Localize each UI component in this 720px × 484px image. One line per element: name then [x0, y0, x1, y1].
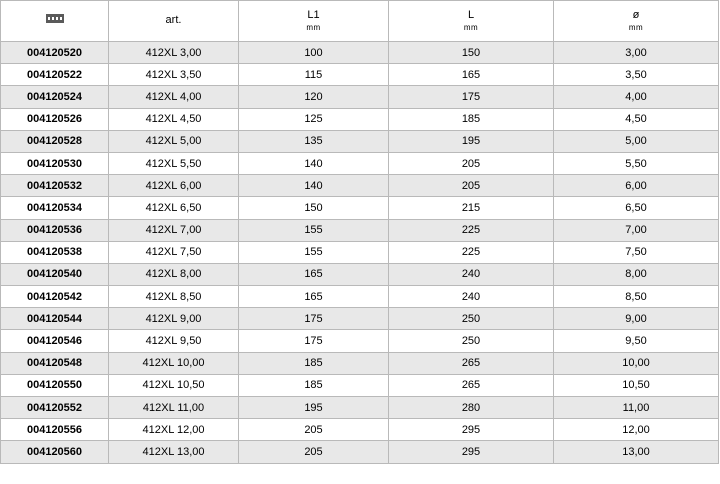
cell-l1: 155: [239, 241, 389, 263]
cell-l: 265: [389, 374, 554, 396]
cell-l1: 205: [239, 419, 389, 441]
cell-code: 004120552: [1, 397, 109, 419]
table-body: [1, 42, 719, 464]
belt-icon: [46, 13, 64, 24]
cell-l: 175: [389, 86, 554, 108]
cell-code: 004120540: [1, 263, 109, 285]
table-row: [1, 42, 719, 64]
cell-l1: 135: [239, 130, 389, 152]
cell-code: 004120536: [1, 219, 109, 241]
cell-l: 295: [389, 441, 554, 463]
cell-code: 004120556: [1, 419, 109, 441]
cell-code: 004120520: [1, 42, 109, 64]
cell-art: 412XL 10,50: [109, 374, 239, 396]
cell-art: 412XL 8,50: [109, 286, 239, 308]
cell-l: 240: [389, 263, 554, 285]
cell-l: 250: [389, 330, 554, 352]
cell-l: 225: [389, 219, 554, 241]
cell-art: 412XL 11,00: [109, 397, 239, 419]
cell-art: 412XL 6,50: [109, 197, 239, 219]
column-header-l-unit: mm: [463, 23, 479, 33]
cell-l: 240: [389, 286, 554, 308]
cell-diameter: 9,00: [554, 308, 719, 330]
cell-l1: 140: [239, 152, 389, 174]
cell-art: 412XL 4,00: [109, 86, 239, 108]
cell-art: 412XL 13,00: [109, 441, 239, 463]
table-row: [1, 152, 719, 174]
table-row: [1, 219, 719, 241]
cell-code: 004120532: [1, 175, 109, 197]
cell-art: 412XL 8,00: [109, 263, 239, 285]
cell-diameter: 5,50: [554, 152, 719, 174]
column-header-art: [109, 1, 239, 42]
cell-l1: 175: [239, 330, 389, 352]
cell-art: 412XL 5,50: [109, 152, 239, 174]
header-row: [1, 1, 719, 42]
cell-l1: 185: [239, 374, 389, 396]
table-row: [1, 419, 719, 441]
cell-l1: 155: [239, 219, 389, 241]
cell-l: 295: [389, 419, 554, 441]
cell-code: 004120548: [1, 352, 109, 374]
cell-l: 205: [389, 152, 554, 174]
table-row: [1, 64, 719, 86]
cell-code: 004120534: [1, 197, 109, 219]
cell-diameter: 10,00: [554, 352, 719, 374]
column-header-code: [1, 1, 109, 42]
table-row: [1, 108, 719, 130]
cell-code: 004120546: [1, 330, 109, 352]
cell-diameter: 8,50: [554, 286, 719, 308]
cell-l: 205: [389, 175, 554, 197]
table-row: [1, 175, 719, 197]
cell-code: 004120544: [1, 308, 109, 330]
cell-l1: 140: [239, 175, 389, 197]
cell-diameter: 8,00: [554, 263, 719, 285]
cell-l1: 125: [239, 108, 389, 130]
cell-diameter: 3,50: [554, 64, 719, 86]
cell-art: 412XL 3,50: [109, 64, 239, 86]
cell-art: 412XL 7,50: [109, 241, 239, 263]
cell-art: 412XL 9,50: [109, 330, 239, 352]
column-header-art-label: art.: [165, 14, 182, 27]
table-row: [1, 374, 719, 396]
cell-diameter: 10,50: [554, 374, 719, 396]
table-row: [1, 286, 719, 308]
cell-l1: 120: [239, 86, 389, 108]
cell-l: 150: [389, 42, 554, 64]
cell-l1: 175: [239, 308, 389, 330]
cell-code: 004120560: [1, 441, 109, 463]
cell-code: 004120542: [1, 286, 109, 308]
column-header-l1-label: L1: [307, 8, 320, 21]
cell-l1: 150: [239, 197, 389, 219]
cell-l: 165: [389, 64, 554, 86]
cell-art: 412XL 4,50: [109, 108, 239, 130]
table-row: [1, 352, 719, 374]
cell-diameter: 5,00: [554, 130, 719, 152]
column-header-l: [389, 1, 554, 42]
cell-art: 412XL 10,00: [109, 352, 239, 374]
cell-l: 185: [389, 108, 554, 130]
cell-diameter: 12,00: [554, 419, 719, 441]
cell-code: 004120550: [1, 374, 109, 396]
cell-code: 004120526: [1, 108, 109, 130]
cell-l: 280: [389, 397, 554, 419]
cell-l1: 100: [239, 42, 389, 64]
cell-l: 225: [389, 241, 554, 263]
cell-art: 412XL 12,00: [109, 419, 239, 441]
cell-l: 195: [389, 130, 554, 152]
column-header-l1: [239, 1, 389, 42]
column-header-l-label: L: [467, 8, 475, 21]
cell-code: 004120530: [1, 152, 109, 174]
column-header-diameter-unit: mm: [628, 23, 644, 33]
cell-l: 265: [389, 352, 554, 374]
column-header-diameter: [554, 1, 719, 42]
cell-diameter: 4,00: [554, 86, 719, 108]
table-row: [1, 130, 719, 152]
cell-diameter: 7,50: [554, 241, 719, 263]
cell-l1: 205: [239, 441, 389, 463]
table-row: [1, 263, 719, 285]
cell-code: 004120522: [1, 64, 109, 86]
cell-code: 004120538: [1, 241, 109, 263]
cell-code: 004120528: [1, 130, 109, 152]
table-row: [1, 241, 719, 263]
cell-diameter: 13,00: [554, 441, 719, 463]
cell-art: 412XL 9,00: [109, 308, 239, 330]
cell-l: 215: [389, 197, 554, 219]
table-row: [1, 441, 719, 463]
cell-diameter: 3,00: [554, 42, 719, 64]
cell-art: 412XL 6,00: [109, 175, 239, 197]
cell-art: 412XL 3,00: [109, 42, 239, 64]
cell-diameter: 11,00: [554, 397, 719, 419]
cell-l1: 185: [239, 352, 389, 374]
cell-diameter: 7,00: [554, 219, 719, 241]
cell-diameter: 4,50: [554, 108, 719, 130]
cell-l1: 165: [239, 286, 389, 308]
cell-diameter: 6,00: [554, 175, 719, 197]
table-row: [1, 86, 719, 108]
table-header: [1, 1, 719, 42]
cell-l1: 165: [239, 263, 389, 285]
table-row: [1, 397, 719, 419]
cell-l: 250: [389, 308, 554, 330]
cell-art: 412XL 5,00: [109, 130, 239, 152]
cell-diameter: 6,50: [554, 197, 719, 219]
table-row: [1, 308, 719, 330]
column-header-diameter-label: ø: [632, 8, 640, 21]
table-row: [1, 197, 719, 219]
cell-l1: 195: [239, 397, 389, 419]
cell-code: 004120524: [1, 86, 109, 108]
table-row: [1, 330, 719, 352]
cell-art: 412XL 7,00: [109, 219, 239, 241]
cell-diameter: 9,50: [554, 330, 719, 352]
column-header-l1-unit: mm: [306, 23, 321, 33]
cell-l1: 115: [239, 64, 389, 86]
